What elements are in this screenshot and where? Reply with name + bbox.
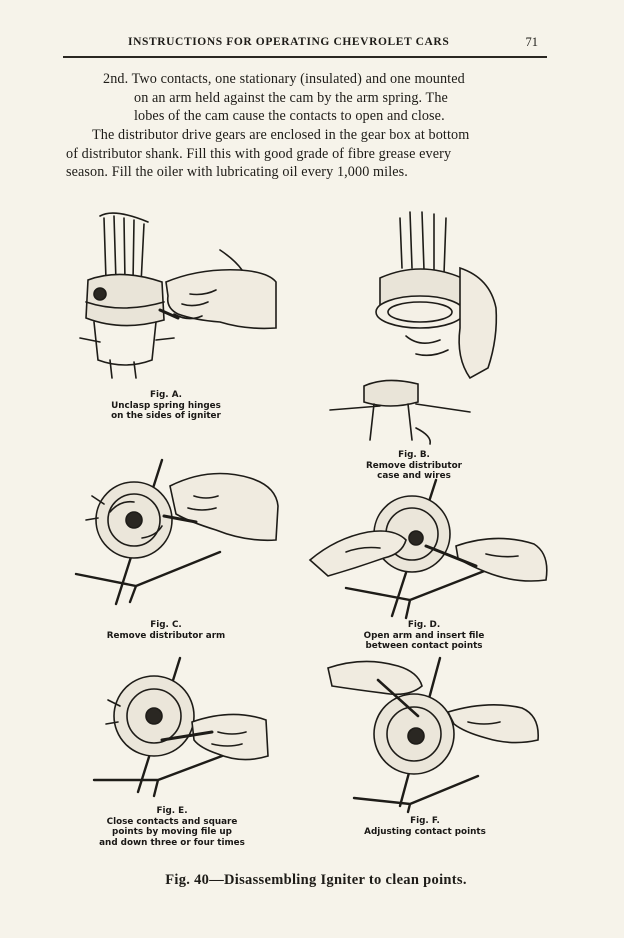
text-line: 2nd. Two contacts, one stationary (insulated) and one mounted <box>103 71 465 87</box>
caption-line: on the sides of igniter <box>111 411 221 421</box>
caption-line: and down three or four times <box>99 837 245 848</box>
caption-line: Adjusting contact points <box>364 826 486 837</box>
figure-d-illustration <box>306 476 552 622</box>
text-line: of distributor shank. Fill this with good grade of fibre grease every <box>66 145 452 162</box>
caption-line: Close contacts and square <box>106 816 238 827</box>
figure-label: Fig. B. <box>398 450 430 460</box>
figure-b-illustration <box>320 208 520 448</box>
figure-e-illustration <box>82 652 272 800</box>
caption-line: points by moving file up <box>112 827 232 837</box>
text-line: season. Fill the oiler with lubricating oil every 1,000 miles. <box>66 164 408 180</box>
figure-label: Fig. D. <box>407 620 441 630</box>
header-rule <box>63 56 547 58</box>
caption-line: Unclasp spring hinges <box>111 400 221 411</box>
figure-a-caption <box>86 390 246 422</box>
running-header <box>100 34 540 52</box>
caption-line: case and wires <box>377 471 451 481</box>
text-line: lobes of the cam cause the contacts to open and close. <box>134 108 445 124</box>
figure-label: Fig. E. <box>156 806 188 816</box>
figure-c-illustration <box>70 456 280 608</box>
main-figure-caption: Fig. 40—Disassembling Igniter to clean points. <box>165 872 467 888</box>
figure-label: Fig. A. <box>149 390 183 400</box>
figure-f-illustration <box>318 656 544 816</box>
running-title: INSTRUCTIONS FOR OPERATING CHEVROLET CARS <box>128 36 450 48</box>
text-line: The distributor drive gears are enclosed in the gear box at bottom <box>92 127 470 143</box>
figure-label: Fig. C. <box>150 620 182 630</box>
caption-line: Remove distributor arm <box>106 630 226 641</box>
figure-f-caption <box>350 816 500 837</box>
figure-e-caption <box>84 806 260 848</box>
text-line: on an arm held against the cam by the arm spring. The <box>134 89 448 106</box>
figure-d-caption <box>344 620 504 652</box>
paragraph-contacts <box>103 70 543 126</box>
page-number: 71 <box>525 35 538 49</box>
caption-line: Open arm and insert file <box>363 630 485 641</box>
figure-a-illustration <box>70 210 280 382</box>
paragraph-drive-gears <box>66 126 546 182</box>
figure-label: Fig. F. <box>410 816 440 826</box>
caption-line: Remove distributor <box>366 460 462 471</box>
figure-c-caption <box>86 620 246 641</box>
caption-line: between contact points <box>365 641 483 651</box>
